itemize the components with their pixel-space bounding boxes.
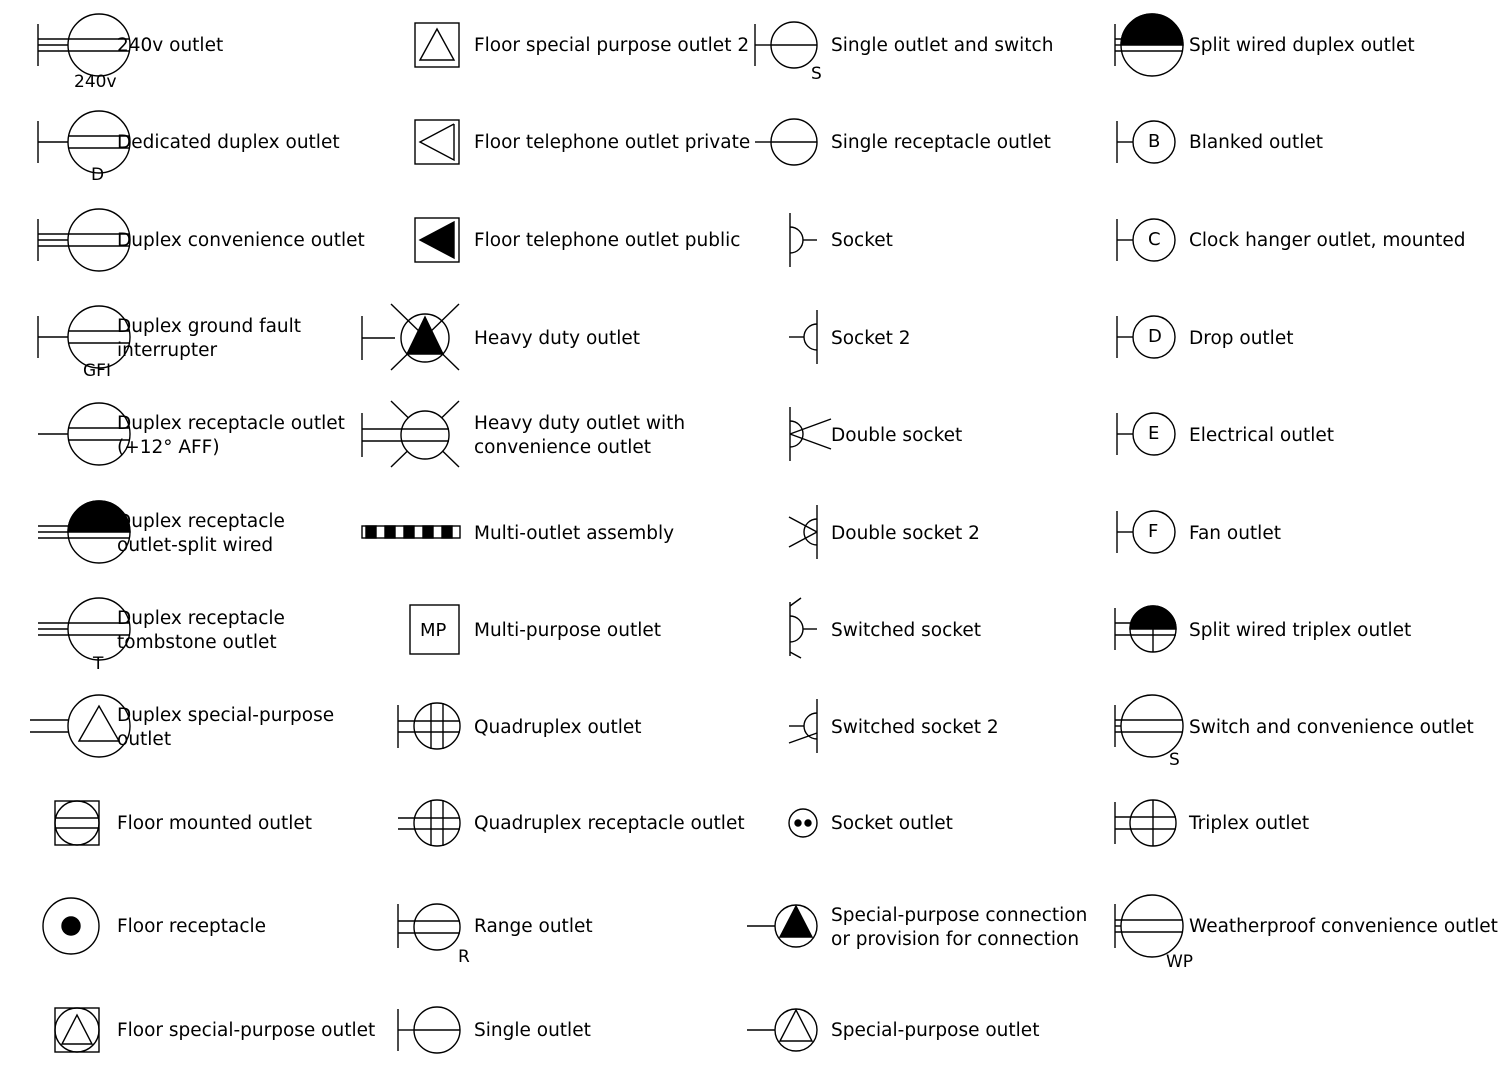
switch-indicator: S	[811, 64, 822, 84]
legend-item-dedicated-duplex-outlet	[28, 107, 398, 203]
clock-hanger-outlet-label: Clock hanger outlet, mounted	[1189, 230, 1466, 251]
legend-item-triplex-outlet	[1105, 788, 1475, 884]
legend-item-floor-receptacle	[28, 890, 398, 986]
legend-item-floor-special-purpose-outlet-2	[360, 10, 750, 106]
weatherproof-indicator: WP	[1166, 952, 1194, 972]
legend-item-floor-telephone-private	[360, 107, 751, 203]
range-indicator: R	[458, 947, 470, 967]
legend-item-multi-purpose-outlet	[360, 594, 730, 690]
legend-item-heavy-duty-outlet	[360, 302, 730, 398]
socket-outlet-symbol	[745, 788, 855, 884]
single-receptacle-outlet-symbol	[745, 107, 855, 203]
special-purpose-connection-label-line1: Special-purpose connection	[831, 905, 1088, 926]
double-socket-2-label: Double socket 2	[831, 523, 980, 544]
gfi-indicator: GFI	[83, 361, 111, 381]
floor-receptacle-label: Floor receptacle	[117, 916, 267, 937]
multi-outlet-assembly-symbol	[360, 497, 470, 593]
switched-socket-label: Switched socket	[831, 620, 981, 641]
floor-telephone-public-label: Floor telephone outlet public	[474, 230, 741, 251]
legend-item-quadruplex-receptacle-outlet	[360, 788, 745, 884]
heavy-duty-convenience-label-line2: convenience outlet	[474, 437, 652, 458]
legend-item-double-socket	[745, 399, 1115, 495]
duplex-receptacle-split-wired-label-line1: Duplex receptacle	[117, 511, 285, 532]
legend-item-special-purpose-connection	[745, 890, 1115, 986]
legend-item-split-wired-triplex-outlet	[1105, 594, 1475, 690]
double-socket-label: Double socket	[831, 425, 963, 446]
legend-item-duplex-receptacle-tombstone	[28, 594, 398, 690]
drop-indicator: D	[1148, 326, 1162, 347]
socket-label: Socket	[831, 230, 893, 251]
duplex-gfi-label-line1: Duplex ground fault	[117, 316, 302, 337]
heavy-duty-convenience-symbol	[360, 399, 470, 495]
floor-telephone-public-symbol	[360, 205, 470, 301]
legend-item-floor-telephone-public	[360, 205, 741, 301]
floor-special-purpose-outlet-2-label: Floor special purpose outlet 2	[474, 35, 750, 56]
single-outlet-label: Single outlet	[474, 1020, 591, 1041]
heavy-duty-convenience-label-line1: Heavy duty outlet with	[474, 413, 686, 434]
single-outlet-symbol	[360, 995, 470, 1091]
legend-item-duplex-ground-fault-interrupter	[28, 302, 398, 398]
fan-indicator: F	[1148, 521, 1159, 542]
legend-item-clock-hanger-outlet	[1105, 205, 1475, 301]
quadruplex-outlet-label: Quadruplex outlet	[474, 717, 642, 738]
range-outlet-label: Range outlet	[474, 916, 593, 937]
dedicated-duplex-outlet-label: Dedicated duplex outlet	[117, 132, 340, 153]
quadruplex-receptacle-outlet-label: Quadruplex receptacle outlet	[474, 813, 745, 834]
single-outlet-switch-label: Single outlet and switch	[831, 35, 1054, 56]
legend-item-range-outlet	[360, 890, 730, 986]
switch-convenience-indicator: S	[1169, 750, 1180, 770]
legend-item-split-wired-duplex-outlet	[1105, 10, 1475, 106]
legend-item-multi-outlet-assembly	[360, 497, 730, 593]
duplex-receptacle-aff-label-line1: Duplex receptacle outlet	[117, 413, 345, 434]
legend-item-single-outlet-and-switch	[745, 10, 1115, 106]
legend-item-double-socket-2	[745, 497, 1115, 593]
legend-item-special-purpose-outlet	[745, 995, 1115, 1091]
multi-outlet-assembly-label: Multi-outlet assembly	[474, 523, 675, 544]
electrical-indicator: E	[1148, 423, 1160, 444]
dedicated-duplex-outlet-symbol	[28, 107, 138, 203]
legend-item-duplex-convenience-outlet	[28, 205, 398, 301]
legend-item-single-receptacle-outlet	[745, 107, 1115, 203]
split-wired-duplex-label: Split wired duplex outlet	[1189, 35, 1415, 56]
240v-indicator: 240v	[74, 72, 117, 92]
legend-item-switched-socket	[745, 594, 1115, 690]
multi-purpose-outlet-symbol	[360, 594, 470, 690]
duplex-gfi-label-line2: interrupter	[117, 340, 218, 361]
duplex-receptacle-tombstone-label-line1: Duplex receptacle	[117, 608, 285, 629]
legend-item-duplex-receptacle-outlet-aff	[28, 399, 398, 495]
legend-item-240v-outlet	[28, 10, 398, 106]
split-wired-triplex-label: Split wired triplex outlet	[1189, 620, 1412, 641]
switch-convenience-outlet-label: Switch and convenience outlet	[1189, 717, 1474, 738]
legend-item-switch-and-convenience-outlet	[1105, 691, 1475, 787]
legend-item-socket-2	[745, 302, 1115, 398]
duplex-special-purpose-label-line2: outlet	[117, 729, 172, 750]
legend-item-floor-mounted-outlet	[28, 788, 398, 884]
blanked-outlet-symbol	[1105, 107, 1215, 203]
range-outlet-symbol	[360, 890, 470, 986]
legend-item-duplex-special-purpose-outlet	[28, 691, 398, 787]
legend-item-floor-special-purpose-outlet	[28, 995, 398, 1091]
floor-special-purpose-outlet-symbol	[28, 995, 138, 1091]
floor-special-purpose-outlet-2-symbol	[360, 10, 470, 106]
blanked-outlet-label: Blanked outlet	[1189, 132, 1324, 153]
multi-purpose-outlet-label: Multi-purpose outlet	[474, 620, 662, 641]
weatherproof-convenience-outlet-label: Weatherproof convenience outlet	[1189, 916, 1498, 937]
240v-outlet-label: 240v outlet	[117, 35, 224, 56]
socket-symbol	[745, 205, 855, 301]
socket-2-label: Socket 2	[831, 328, 911, 349]
legend-item-socket-outlet	[745, 788, 1115, 884]
socket-outlet-label: Socket outlet	[831, 813, 953, 834]
single-receptacle-outlet-label: Single receptacle outlet	[831, 132, 1051, 153]
triplex-outlet-label: Triplex outlet	[1189, 813, 1310, 834]
floor-telephone-private-symbol	[360, 107, 470, 203]
floor-telephone-private-label: Floor telephone outlet private	[474, 132, 751, 153]
duplex-special-purpose-label-line1: Duplex special-purpose	[117, 705, 335, 726]
legend-item-quadruplex-outlet	[360, 691, 730, 787]
duplex-convenience-outlet-label: Duplex convenience outlet	[117, 230, 365, 251]
legend-item-switched-socket-2	[745, 691, 1115, 787]
floor-special-purpose-outlet-label: Floor special-purpose outlet	[117, 1020, 376, 1041]
multi-purpose-indicator: MP	[420, 620, 447, 641]
duplex-receptacle-tombstone-label-line2: tombstone outlet	[117, 632, 277, 653]
quadruplex-outlet-symbol	[360, 691, 470, 787]
heavy-duty-outlet-symbol	[360, 302, 470, 398]
heavy-duty-outlet-label: Heavy duty outlet	[474, 328, 641, 349]
split-wired-duplex-symbol	[1105, 10, 1215, 106]
legend-item-electrical-outlet	[1105, 399, 1475, 495]
legend-item-blanked-outlet	[1105, 107, 1475, 203]
switched-socket-2-label: Switched socket 2	[831, 717, 999, 738]
fan-outlet-label: Fan outlet	[1189, 523, 1281, 544]
legend-item-single-outlet	[360, 995, 730, 1091]
legend-item-socket	[745, 205, 1115, 301]
floor-mounted-outlet-label: Floor mounted outlet	[117, 813, 313, 834]
legend-item-fan-outlet	[1105, 497, 1475, 593]
legend-item-drop-outlet	[1105, 302, 1475, 398]
legend-item-duplex-receptacle-split-wired	[28, 497, 398, 593]
floor-mounted-outlet-symbol	[28, 788, 138, 884]
blanked-indicator: B	[1148, 131, 1161, 152]
legend-item-weatherproof-convenience-outlet	[1105, 890, 1498, 986]
special-purpose-outlet-label: Special-purpose outlet	[831, 1020, 1040, 1041]
dedicated-indicator: D	[91, 165, 105, 185]
duplex-convenience-outlet-symbol	[28, 205, 138, 301]
quadruplex-receptacle-outlet-symbol	[360, 788, 470, 884]
special-purpose-outlet-symbol	[745, 995, 855, 1091]
electrical-outlet-label: Electrical outlet	[1189, 425, 1334, 446]
duplex-receptacle-split-wired-label-line2: outlet-split wired	[117, 535, 274, 556]
clock-hanger-outlet-symbol	[1105, 205, 1215, 301]
tombstone-indicator: T	[93, 654, 104, 674]
clock-indicator: C	[1148, 229, 1161, 250]
duplex-receptacle-aff-label-line2: (+12° AFF)	[117, 437, 220, 458]
drop-outlet-label: Drop outlet	[1189, 328, 1294, 349]
triplex-outlet-symbol	[1105, 788, 1215, 884]
special-purpose-connection-label-line2: or provision for connection	[831, 929, 1080, 950]
single-outlet-switch-symbol	[745, 10, 855, 106]
legend-item-heavy-duty-with-convenience	[360, 399, 730, 495]
